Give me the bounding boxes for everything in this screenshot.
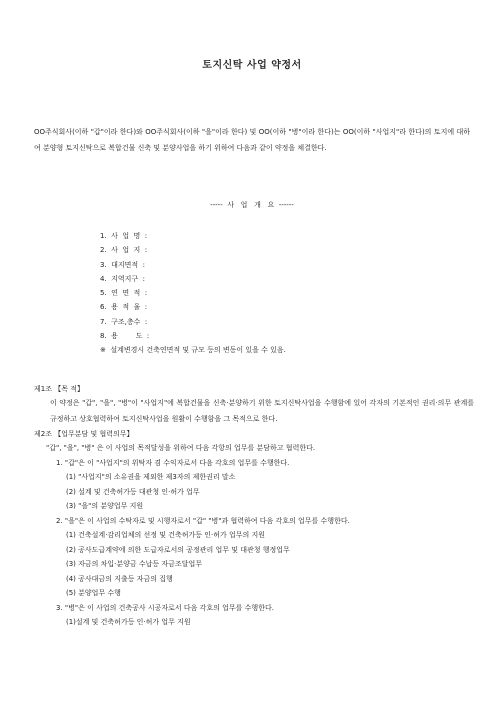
overview-item-zoning: 4. 지역지구 : [100, 274, 145, 283]
article-2-item-2-sub-3: (3) 자금의 차입·분양금 수납등 자금조달업무 [66, 560, 202, 568]
article-2-item-1-sub-1: (1) "사업지"의 소유권을 제외한 제3자의 제한권리 말소 [66, 473, 236, 481]
article-2-item-3-sub-1: (1)설계 및 건축허가등 인·허가 업무 지원 [66, 618, 191, 626]
article-2-item-2-sub-2: (2) 공사도급계약에 의한 도급자로서의 공정관리 업무 및 대관청 행정업무 [66, 545, 290, 554]
article-2-intro: "갑", "을", "병" 은 이 사업의 목적달성을 위하여 다음 각항의 업무를 분담하고 협력한다. [46, 444, 316, 452]
article-2-item-2-sub-5: (5) 분양업무 수행 [66, 589, 121, 597]
overview-item-use: 8. 용 도 : [100, 332, 150, 341]
overview-note: ※ 설계변경시 건축연면적 및 규모 등의 변동이 있을 수 있음. [100, 346, 286, 355]
overview-item-floor-area: 5. 연 면 적 : [100, 289, 148, 298]
article-2-title: 제2조 【업무분담 및 협력의무】 [34, 430, 134, 438]
article-2-item-1: 1. "갑"은 이 "사업지"의 위탁자 겸 수익자로서 다음 각호의 업무를 수행한다. [56, 458, 290, 467]
overview-list [100, 229, 400, 358]
document-title: 토지신탁 사업 약정서 [202, 60, 302, 71]
article-2-item-1-sub-3: (3) "을"의 분양업무 지원 [66, 502, 144, 510]
overview-item-site: 2. 사 업 지 : [100, 246, 148, 255]
overview-heading: ----- 사 업 개 요 ------ [210, 201, 294, 209]
article-2-item-1-sub-2: (2) 설계 및 건축허가등 대관청 인·허가 업무 [66, 487, 200, 496]
article-2-item-2-sub-1: (1) 건축설계·감리업체의 선정 및 건축허가등 인·허가 업무의 지원 [66, 531, 265, 539]
article-1-title: 제1조 【목 적】 [34, 385, 84, 393]
overview-item-floor-area-ratio: 6. 용 적 율 : [100, 303, 148, 312]
intro-paragraph: OO주식회사(이하 "갑"이라 한다)와 OO주식회사(이하 "을"이라 한다) 및 OO(이하 "병"이라 한다)는 OO(이하 "사업지"라 한다)의 토지에 대하여 분양형 토지신탁으로 복합건물 신축 및 분양사업을 하기 위하여 다음과 같이 약정을 체결한다. [34, 128, 470, 152]
articles-section [34, 382, 474, 630]
overview-item-project-name: 1. 사 업 명 : [100, 232, 148, 240]
overview-item-land-area: 3. 대지면적 : [100, 260, 145, 269]
article-2-item-2: 2. "을"은 이 사업의 수탁자로 및 시행자로서 "갑" "병"과 협력하여 다음 각호의 업무를 수행한다. [56, 516, 350, 525]
article-2-item-2-sub-4: (4) 공사대금의 지출등 자금의 집행 [66, 574, 173, 583]
article-2-item-3: 3. "병"은 이 사업의 건축공사 시공자로서 다음 각호의 업무를 수행한다. [56, 603, 274, 612]
overview-item-structure: 7. 구조,층수 : [100, 317, 148, 326]
article-1-body: 이 약정은 "갑", "을", "병"이 "사업지"에 복합건물을 신축·분양하기 위한 토지신탁사업을 수행함에 있어 각자의 기본적인 권리·의무 관계를 규정하고 상호협력하여 토지신탁사업을 원활이 수행함을 그 목적으로 한다. [50, 399, 474, 423]
